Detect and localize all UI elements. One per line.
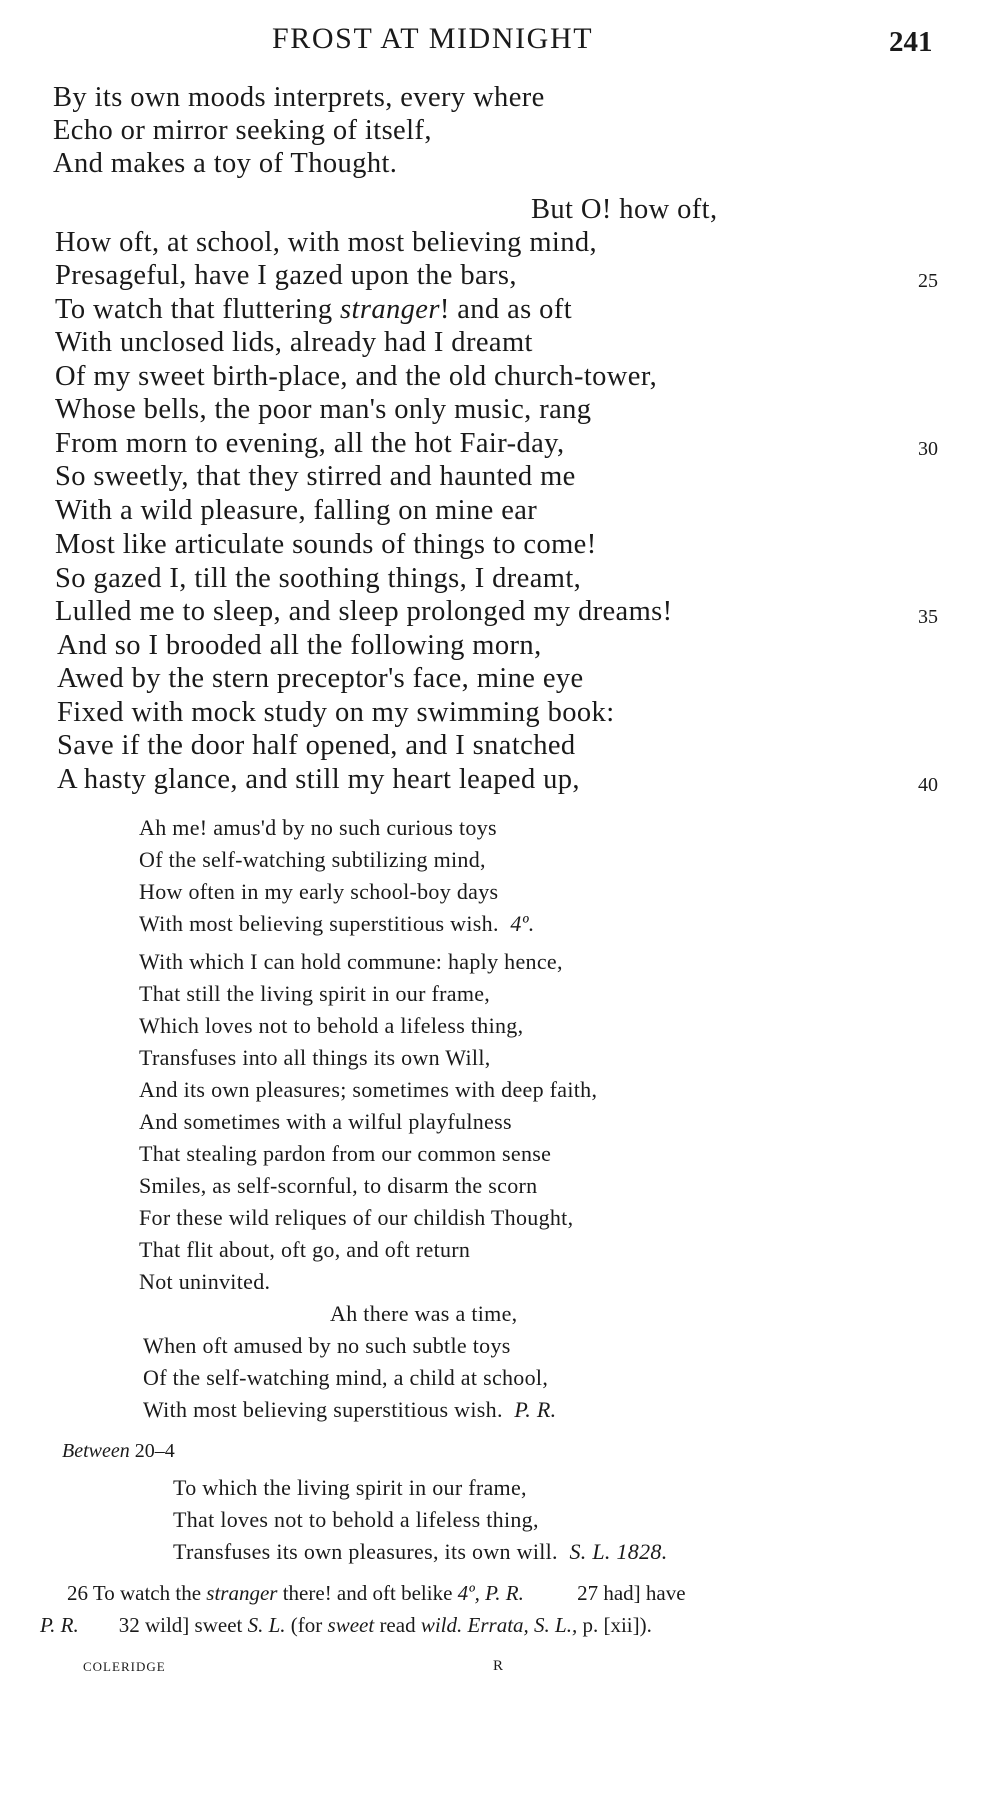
poem-line: Save if the door half opened, and I snatched bbox=[57, 730, 576, 761]
footnote-italic: wild. bbox=[420, 1613, 463, 1637]
line-number: 40 bbox=[918, 774, 938, 796]
poem-line: Lulled me to sleep, and sleep prolonged my dreams! bbox=[55, 596, 673, 627]
variant-line: Of the self-watching mind, a child at school, bbox=[143, 1365, 549, 1390]
variant-line: That stealing pardon from our common sense bbox=[139, 1141, 552, 1166]
variant-source: P. R. bbox=[514, 1397, 557, 1422]
poem-line bbox=[55, 294, 572, 326]
variant-line: And sometimes with a wilful playfulness bbox=[139, 1109, 512, 1134]
poem-line: With a wild pleasure, falling on mine ear bbox=[55, 495, 538, 526]
running-title: FROST AT MIDNIGHT bbox=[272, 22, 594, 55]
variant-line: And its own pleasures; sometimes with deep faith, bbox=[139, 1077, 598, 1102]
variant-line: That loves not to behold a lifeless thing, bbox=[173, 1507, 539, 1532]
line-number: 35 bbox=[918, 606, 938, 628]
variant-line: With which I can hold commune: haply hence, bbox=[139, 949, 563, 974]
between-label: Between bbox=[62, 1440, 130, 1462]
variant-line: How often in my early school-boy days bbox=[139, 879, 499, 904]
poem-line: With unclosed lids, already had I dreamt bbox=[55, 327, 533, 358]
between-range: 20–4 bbox=[134, 1440, 175, 1462]
poem-line: How oft, at school, with most believing mind, bbox=[55, 227, 598, 258]
poem-line-part: ! and as oft bbox=[439, 294, 573, 325]
variant-line-text: With most believing superstitious wish. bbox=[143, 1397, 503, 1422]
poem-line: Of my sweet birth-place, and the old church-tower, bbox=[55, 361, 658, 392]
poem-line: Echo or mirror seeking of itself, bbox=[53, 115, 432, 146]
footnote-text: (for bbox=[290, 1613, 323, 1637]
signature-mark: COLERIDGE bbox=[83, 1659, 166, 1674]
footnote-text: 27 had] have bbox=[577, 1581, 686, 1605]
footnote-source: S. L. bbox=[247, 1613, 286, 1637]
footnote-source: 4º, P. R. bbox=[457, 1581, 524, 1605]
line-number: 25 bbox=[918, 270, 938, 292]
variant-line: That still the living spirit in our frame, bbox=[139, 981, 491, 1006]
variant-line: Of the self-watching subtilizing mind, bbox=[139, 847, 486, 872]
footnote-source: P. R. bbox=[40, 1613, 79, 1637]
variant-line: To which the living spirit in our frame, bbox=[173, 1475, 527, 1500]
footnote-text: there! and oft belike bbox=[282, 1581, 453, 1605]
poem-line: And so I brooded all the following morn, bbox=[57, 630, 542, 661]
variant-line: Ah me! amus'd by no such curious toys bbox=[139, 815, 497, 840]
footnote-text: 32 wild] sweet bbox=[118, 1613, 243, 1637]
poem-line: A hasty glance, and still my heart leaped up, bbox=[57, 764, 580, 795]
variant-source: 4º. bbox=[510, 911, 535, 936]
poem-line: Most like articulate sounds of things to come! bbox=[55, 529, 597, 560]
poem-line: So gazed I, till the soothing things, I dreamt, bbox=[55, 563, 582, 594]
variant-line-text: With most believing superstitious wish. bbox=[139, 911, 499, 936]
poem-line: Presageful, have I gazed upon the bars, bbox=[55, 260, 517, 291]
gathering-mark: R bbox=[493, 1658, 505, 1674]
variant-label bbox=[62, 1440, 175, 1463]
variant-line: Which loves not to behold a lifeless thing, bbox=[139, 1013, 524, 1038]
footnote-italic: sweet bbox=[327, 1613, 375, 1637]
variant-line: Smiles, as self-scornful, to disarm the scorn bbox=[139, 1173, 538, 1198]
variant-line: When oft amused by no such subtle toys bbox=[143, 1333, 511, 1358]
footnote-text: p. [xii]). bbox=[582, 1613, 652, 1637]
variant-line bbox=[173, 1539, 668, 1565]
footnote-line bbox=[40, 1613, 652, 1638]
variant-line: For these wild reliques of our childish Thought, bbox=[139, 1205, 574, 1230]
variant-line-text: Transfuses its own pleasures, its own will. bbox=[173, 1539, 558, 1564]
variant-source: S. L. 1828. bbox=[569, 1539, 668, 1564]
footnote-text: read bbox=[379, 1613, 416, 1637]
footnote-line bbox=[67, 1581, 686, 1606]
poem-line: From morn to evening, all the hot Fair-day, bbox=[55, 428, 565, 459]
poem-line: And makes a toy of Thought. bbox=[53, 148, 398, 179]
variant-line: That flit about, oft go, and oft return bbox=[139, 1237, 471, 1262]
poem-line: So sweetly, that they stirred and haunted me bbox=[55, 461, 576, 492]
poem-line: Fixed with mock study on my swimming book: bbox=[57, 697, 615, 728]
line-number: 30 bbox=[918, 438, 938, 460]
footnote-italic: stranger bbox=[206, 1581, 278, 1605]
poem-line: Whose bells, the poor man's only music, rang bbox=[55, 394, 592, 425]
poem-line: Awed by the stern preceptor's face, mine eye bbox=[57, 663, 584, 694]
variant-line: Not uninvited. bbox=[139, 1269, 271, 1294]
footnote-text: 26 To watch the bbox=[67, 1581, 202, 1605]
variant-line: Ah there was a time, bbox=[330, 1301, 518, 1326]
variant-line bbox=[139, 911, 535, 937]
page-number: 241 bbox=[889, 26, 933, 58]
variant-line bbox=[143, 1397, 556, 1423]
poem-line-part: To watch that fluttering bbox=[55, 294, 333, 325]
footnote-source: Errata, S. L., bbox=[467, 1613, 578, 1637]
emphasis-stranger: stranger bbox=[340, 294, 440, 325]
variant-line: Transfuses into all things its own Will, bbox=[139, 1045, 491, 1070]
poem-line: But O! how oft, bbox=[531, 194, 718, 225]
poem-line: By its own moods interprets, every where bbox=[53, 82, 545, 113]
